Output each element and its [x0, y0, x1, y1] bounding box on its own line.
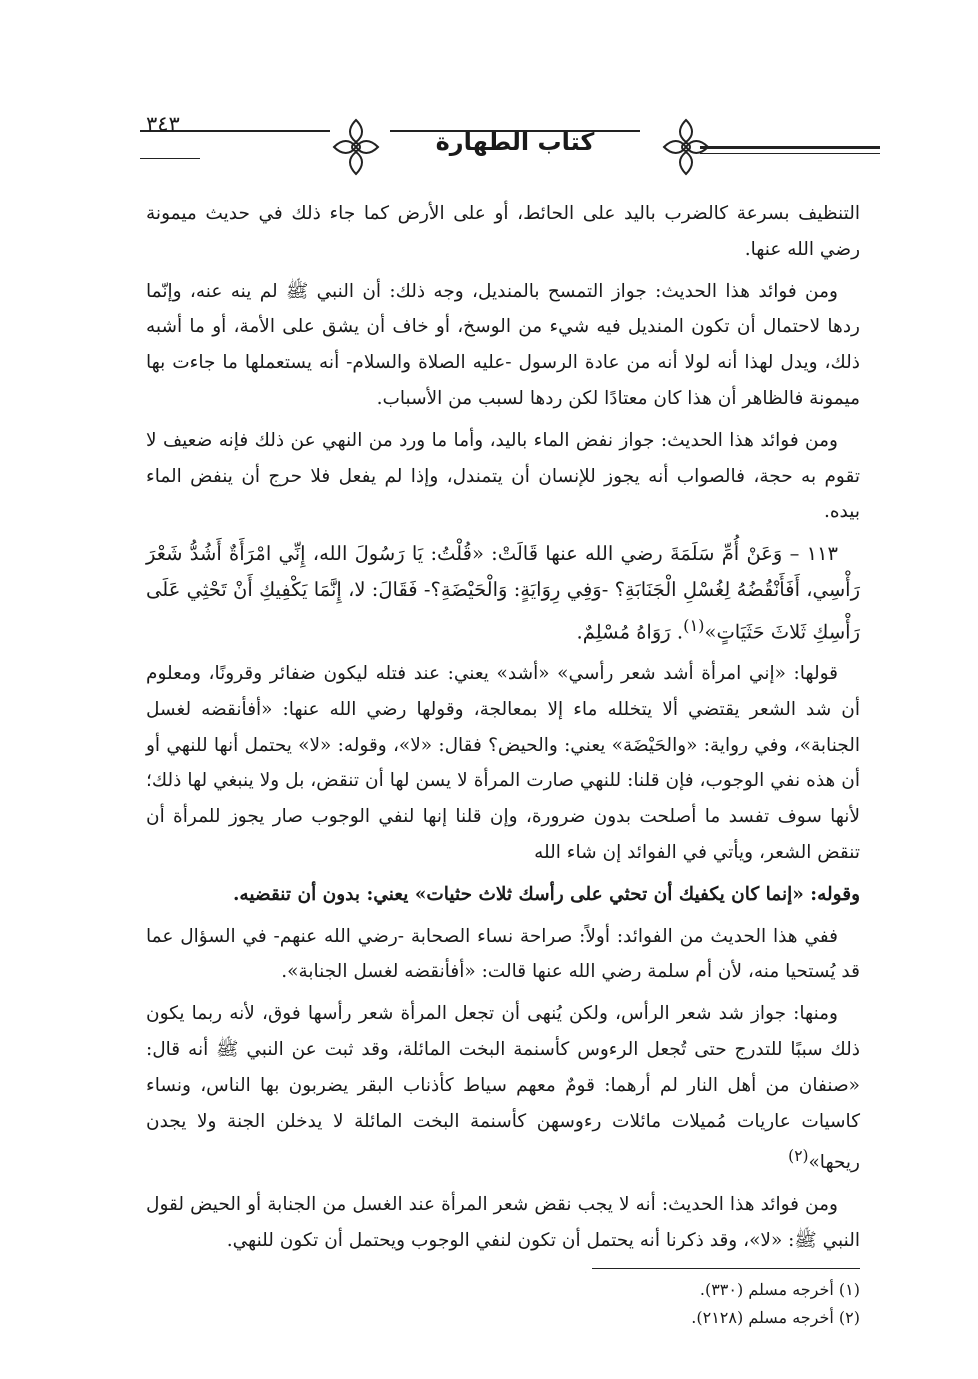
footnotes [560, 1276, 860, 1332]
commentary-hathy: وقوله: «إنما كان يكفيك أن تحثي على رأسك ثلاث حثيات» يعني: بدون أن تنقضيه. [232, 883, 860, 905]
hadith-113 [146, 536, 860, 650]
paragraph-continuation: التنظيف بسرعة كالضرب باليد على الحائط، أو على الأرض كما جاء ذلك في حديث ميمونة رضي الله عنها. [146, 203, 860, 260]
hadith-text: ١١٣ – وَعَنْ أُمِّ سَلَمَةَ رضي الله عنها قَالَتْ: «قُلْتُ: يَا رَسُولَ الله، إِنِّي امْرَأَةٌ أَشُدُّ شَعْرَ رَأْسِي، أَفَأَنْقُضُهُ لِغُسْلِ الْجَنَابَةِ؟ -وَفِي رِوَايَةٍ: وَالْحَيْضَةِ؟- فَقَالَ: لا، إِنَّمَا يَكْفِيكِ أَنْ تَحْثِي عَلَى رَأْسِكِ ثَلاثَ حَثَيَاتٍ» [146, 542, 860, 644]
footnote-ref-2: (٢) [788, 1147, 809, 1166]
commentary-hair-text: ومنها: جواز شد شعر الرأس، ولكن يُنهى أن تجعل المرأة شعر رأسها فوق، لأنه ربما يكون ذلك سببًا للتدرج حتى تُجعل الرءوس كأسنمة البخت المائلة، وقد ثبت عن النبي ﷺ أنه قال: «صنفان من أهل النار لم أرهما: قومٌ معهم سياط كأذناب البقر يضربون بها الناس، ونساء كاسيات عاريات مُميلات مائلات رءوسهن كأسنمة البخت المائلة لا يدخلن الجنة ولا يجدن ريحها» [146, 1003, 860, 1174]
page-number: ٣٤٣ [146, 112, 180, 136]
book-title: كتاب الطهارة [435, 128, 595, 156]
left-ornament-icon [330, 118, 382, 176]
header-rule-left-thin [140, 158, 200, 159]
commentary-benefit-hair [146, 996, 860, 1181]
commentary-benefit-undoing: ومن فوائد هذا الحديث: أنه لا يجب نقض شعر المرأة عند الغسل من الجنابة أو الحيض لقول النبي ﷺ: «لا»، وقد ذكرنا أنه يحتمل أن تكون لنفي الوجوب ويحتمل أن تكون للنهي. [146, 1194, 860, 1252]
hadith-source: . رَوَاهُ مُسْلِمٌ. [576, 620, 684, 644]
footnote-2: (٢) أخرجه مسلم (٢١٢٨). [691, 1308, 860, 1327]
footnote-divider [592, 1268, 860, 1269]
page-header [140, 112, 880, 188]
footnote-ref-1: (١) [683, 615, 705, 635]
footnote-1: (١) أخرجه مسلم (٣٣٠). [699, 1280, 860, 1299]
right-ornament-icon [660, 118, 712, 176]
page-body [146, 196, 860, 1265]
paragraph-benefit-shaking: ومن فوائد هذا الحديث: جواز نفض الماء باليد، وأما ما ورد من النهي عن ذلك فإنه ضعيف لا تقوم به حجة، فالصواب أنه يجوز للإنسان أن يتمندل، وإذا لم يفعل فلا حرج أن ينفض الماء بيده. [146, 429, 860, 523]
header-rule-right-thin [700, 153, 880, 154]
header-rule-right-thick [700, 146, 880, 149]
commentary-explanation: قولها: «إني امرأة أشد شعر رأسي» «أشد» يعني: عند فتله ليكون ضفائر وقرونًا، ومعلوم أن شد الشعر يقتضي ألا يتخلله ماء إلا بمعالجة، وقولها رضي الله عنها: «أفأنقضه لغسل الجنابة»، وفي رواية: «والحَيْضَة» يعني: والحيض؟ فقال: «لا»، وقوله: «لا» يحتمل أنها للنهي أو أن هذه نفي الوجوب، فإن قلنا: للنهي صارت المرأة لا يسن لها أن تنقض، بل ولا ينبغي لها ذلك؛ لأنها سوف تفسد ما أصلحت بدون ضرورة، وإن قلنا إنها لنفي الوجوب صار يجوز للمرأة أن تنقض الشعر، ويأتي في الفوائد إن شاء الله [146, 663, 860, 864]
commentary-benefit-candor: ففي هذا الحديث من الفوائد: أولاً: صراحة نساء الصحابة -رضي الله عنهم- في السؤال عما قد يُستحيا منه، لأن أم سلمة رضي الله عنها قالت: «أفأنقضه لغسل الجنابة». [146, 925, 860, 983]
paragraph-benefit-towel: ومن فوائد هذا الحديث: جواز التمسح بالمنديل، وجه ذلك: أن النبي ﷺ لم ينه عنه، وإنّما ردها لاحتمال أن تكون المنديل فيه شيء من الوسخ، أو خاف أن يشق على الأمة، أو ما أشبه ذلك، ويدل لهذا أنه لولا أنه من عادة الرسول -عليه الصلاة والسلام- أنه يستعملها ما جاءت بها ميمونة فالظاهر أن هذا كان معتادًا لكن ردها لسبب من الأسباب. [146, 280, 860, 409]
